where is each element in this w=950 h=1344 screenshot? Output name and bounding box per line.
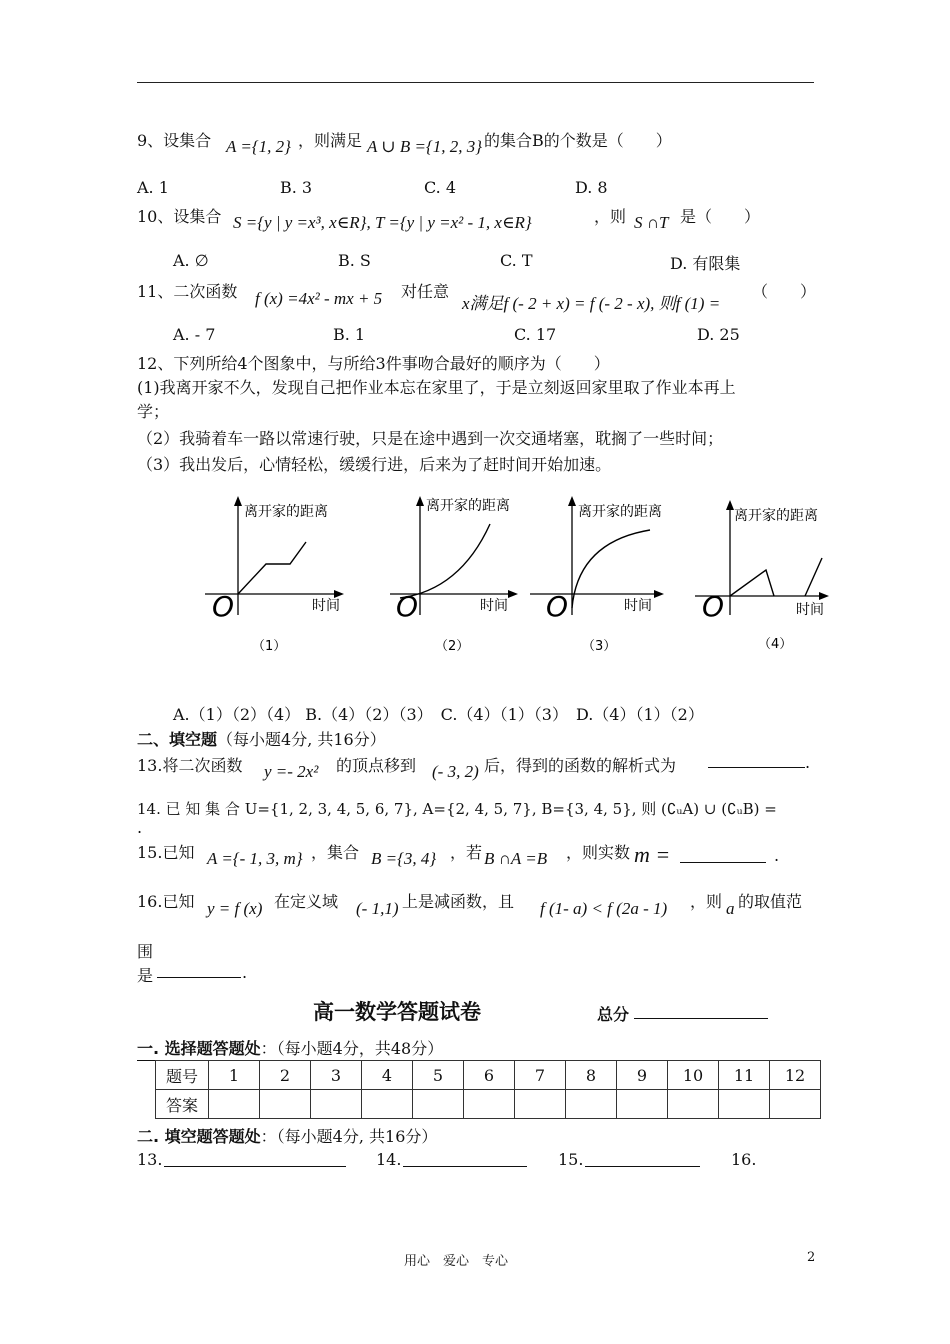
q16-suffix: 的取值范	[738, 892, 803, 911]
graph-1	[205, 496, 344, 654]
q9-set-a: A ={1, 2}	[226, 137, 291, 156]
q11-func: f (x) =4x² - mx + 5	[255, 289, 383, 308]
q16-domain: (- 1,1)	[356, 899, 399, 918]
graph-1-caption: （1）	[252, 639, 287, 654]
total-score-label: 总分	[597, 1005, 630, 1024]
q11-option-a: A. - 7	[173, 325, 216, 344]
graph-1-x-arrow	[334, 590, 344, 598]
q12-graphs	[190, 490, 850, 665]
graph-4	[695, 500, 829, 652]
q10-option-b: B. S	[338, 251, 371, 270]
q16-ineq: f (1- a) < f (2a - 1)	[540, 899, 668, 918]
q11-suffix: （ ）	[752, 282, 817, 301]
answer-cell-7[interactable]	[515, 1090, 566, 1119]
q16-line2: 围	[137, 942, 154, 961]
graph-2-x-label: 时间	[480, 598, 508, 614]
q13-prefix: 13.将二次函数	[137, 756, 243, 775]
q13-func: y =- 2x²	[264, 762, 319, 781]
graph-3-y-arrow	[568, 496, 576, 506]
graph-3-x-label: 时间	[624, 598, 652, 614]
answer-cell-1[interactable]	[209, 1090, 260, 1119]
q15-answer-blank[interactable]	[680, 848, 766, 863]
answer-cell-11[interactable]	[719, 1090, 770, 1119]
answer-cell-8[interactable]	[566, 1090, 617, 1119]
answer-cell-9[interactable]	[617, 1090, 668, 1119]
graph-4-caption: （4）	[758, 637, 793, 652]
q15-set-b: B ={3, 4}	[371, 849, 437, 868]
q-number-4: 4	[362, 1061, 413, 1090]
q-number-2: 2	[260, 1061, 311, 1090]
graph-3-x-arrow	[654, 590, 664, 598]
graph-2-y-arrow	[416, 496, 424, 506]
q-number-7: 7	[515, 1061, 566, 1090]
graph-1-x-label: 时间	[312, 598, 340, 614]
q-number-12: 12	[770, 1061, 821, 1090]
footer-text: 用心 爱心 专心	[404, 1254, 509, 1269]
fill-answer-header	[137, 1124, 437, 1147]
graph-1-curve	[238, 542, 306, 594]
q15-var: m =	[634, 842, 671, 867]
q9-union: A ∪ B ={1, 2, 3}	[367, 137, 483, 156]
q16-prefix: 16.已知	[137, 892, 195, 911]
total-score-blank[interactable]	[634, 1004, 768, 1019]
fill-label-14: 14.	[376, 1150, 402, 1169]
q11-cond: x满足f (- 2 + x) = f (- 2 - x), 则f (1) =	[462, 294, 721, 313]
q13-suffix: 后，得到的函数的解析式为	[484, 756, 677, 775]
q16-line3: 是	[137, 966, 154, 985]
choice-answer-header-note: ：（每小题4分，共48分）	[260, 1039, 444, 1058]
q15-set-a: A ={- 1, 3, m}	[207, 849, 303, 868]
q16-mid3: ，则	[690, 892, 723, 911]
graph-3-origin: O	[546, 590, 569, 623]
row-label-number: 题号	[156, 1061, 209, 1090]
q15-cond: B ∩A =B	[484, 849, 548, 868]
q10-option-d: D. 有限集	[670, 254, 741, 273]
q16-mid1: 在定义域	[274, 892, 339, 911]
q12-stem: 12、下列所给4个图象中，与所给3件事吻合最好的顺序为（ ）	[137, 354, 610, 373]
graph-3-y-label: 离开家的距离	[578, 504, 662, 520]
graph-2-y-label: 离开家的距离	[426, 498, 510, 514]
q10-option-a: A. ∅	[173, 251, 209, 270]
q-number-1: 1	[209, 1061, 260, 1090]
graph-4-y-label: 离开家的距离	[734, 508, 818, 524]
q10-option-c: C. T	[500, 251, 533, 270]
graph-2	[390, 496, 518, 654]
fill-answer-14[interactable]	[403, 1152, 527, 1167]
q12-event1-line2: 学；	[137, 402, 170, 421]
answer-cell-6[interactable]	[464, 1090, 515, 1119]
q16-func: y = f (x)	[207, 899, 263, 918]
answer-sheet-title: 高一数学答题试卷	[313, 1000, 481, 1024]
q10-suffix: 是（ ）	[680, 207, 761, 226]
q9-prefix: 9、设集合	[137, 131, 212, 150]
q9-suffix: 的集合B的个数是（ ）	[484, 131, 672, 150]
graph-2-x-arrow	[508, 590, 518, 598]
graph-4-origin: O	[702, 590, 725, 623]
graph-4-curve-a	[730, 570, 774, 596]
q11-option-d: D. 25	[697, 325, 740, 344]
graph-3	[530, 496, 664, 654]
q13-end: .	[805, 753, 811, 772]
q9-option-b: B. 3	[280, 178, 313, 197]
q11-mid: 对任意	[401, 282, 450, 301]
q10-prefix: 10、设集合	[137, 207, 222, 226]
q13-answer-blank[interactable]	[708, 753, 805, 768]
q12-event3: （3）我出发后，心情轻松，缓缓行进，后来为了赶时间开始加速。	[137, 455, 612, 474]
q13-mid: 的顶点移到	[336, 756, 417, 775]
q10-mid: ，则	[594, 207, 627, 226]
graph-1-y-arrow	[234, 496, 242, 506]
q9-option-d: D. 8	[575, 178, 608, 197]
q-number-6: 6	[464, 1061, 515, 1090]
answer-cell-3[interactable]	[311, 1090, 362, 1119]
answer-cell-2[interactable]	[260, 1090, 311, 1119]
choice-answer-table	[155, 1060, 821, 1119]
answer-cell-12[interactable]	[770, 1090, 821, 1119]
graph-4-curve-b	[805, 558, 822, 596]
graph-4-x-label: 时间	[796, 602, 824, 618]
q12-options: A.（1）（2）（4） B.（4）（2）（3） C.（4）（1）（3） D.（4）（1）（2）	[173, 705, 704, 724]
graph-3-caption: （3）	[582, 639, 617, 654]
q9-line	[137, 128, 211, 151]
section2-header	[137, 727, 386, 750]
graph-2-curve	[400, 524, 490, 598]
q11-prefix: 11、二次函数	[137, 282, 238, 301]
graph-4-x-arrow	[819, 592, 829, 600]
q16-end: .	[242, 963, 248, 982]
q11-option-c: C. 17	[514, 325, 557, 344]
q-number-11: 11	[719, 1061, 770, 1090]
q9-option-c: C. 4	[424, 178, 457, 197]
fill-label-16: 16.	[731, 1150, 757, 1169]
row-label-answer: 答案	[156, 1090, 209, 1119]
fill-label-13: 13.	[137, 1150, 163, 1169]
answer-cell-10[interactable]	[668, 1090, 719, 1119]
graph-2-origin: O	[396, 590, 419, 623]
q15-prefix: 15.已知	[137, 843, 195, 862]
q15-mid2: ，若	[450, 843, 483, 862]
q-number-8: 8	[566, 1061, 617, 1090]
fill-answer-15[interactable]	[585, 1152, 700, 1167]
q12-event2: （2）我骑着车一路以常速行驶，只是在途中遇到一次交通堵塞，耽搁了一些时间；	[137, 429, 724, 448]
q15-mid1: ，集合	[311, 843, 360, 862]
q9-option-a: A. 1	[137, 178, 169, 197]
fill-answer-header-note: ：（每小题4分, 共16分）	[260, 1127, 438, 1146]
section2-note: （每小题4分, 共16分）	[217, 730, 386, 749]
q10-expr: S ∩T	[634, 213, 669, 232]
answer-cell-5[interactable]	[413, 1090, 464, 1119]
page-number: 2	[807, 1250, 816, 1265]
q15-end: .	[774, 846, 780, 865]
fill-label-15: 15.	[558, 1150, 584, 1169]
answer-cell-4[interactable]	[362, 1090, 413, 1119]
graph-1-y-label: 离开家的距离	[244, 504, 328, 520]
section2-title: 二、填空题	[137, 730, 218, 749]
header-rule	[137, 82, 814, 83]
q-number-10: 10	[668, 1061, 719, 1090]
q-number-3: 3	[311, 1061, 362, 1090]
graph-1-origin: O	[212, 590, 235, 623]
table-row-answers	[156, 1090, 821, 1119]
fill-answer-13[interactable]	[164, 1152, 346, 1167]
q13-point: (- 3, 2)	[432, 762, 479, 781]
q9-mid: ，则满足	[298, 131, 363, 150]
q16-answer-blank[interactable]	[157, 963, 241, 978]
fill-answer-header-title: 二. 填空题答题处	[137, 1127, 261, 1146]
q15-mid3: ，则实数	[566, 843, 631, 862]
q12-event1-line1: (1)我离开家不久，发现自己把作业本忘在家里了，于是立刻返回家里取了作业本再上	[137, 378, 736, 397]
q-number-5: 5	[413, 1061, 464, 1090]
q11-option-b: B. 1	[333, 325, 366, 344]
q16-var: a	[726, 899, 735, 918]
graph-4-y-arrow	[726, 500, 734, 510]
q-number-9: 9	[617, 1061, 668, 1090]
graph-2-caption: （2）	[435, 639, 470, 654]
q10-sets: S ={y | y =x³, x∈R}, T ={y | y =x² - 1, x∈R}	[233, 213, 532, 232]
choice-answer-header-title: 一. 选择题答题处	[137, 1039, 261, 1058]
q14-text: 14. 已 知 集 合 U={1, 2, 3, 4, 5, 6, 7}, A={2, 4, 5, 7}, B={3, 4, 5}, 则 (∁ᵤA) ∪ (∁ᵤB) =	[137, 800, 777, 818]
graph-3-curve	[572, 530, 650, 608]
q14-dot: .	[137, 818, 143, 837]
q16-mid2: 上是减函数，且	[402, 892, 515, 911]
choice-answer-header	[137, 1036, 443, 1061]
table-row-numbers	[156, 1061, 821, 1090]
